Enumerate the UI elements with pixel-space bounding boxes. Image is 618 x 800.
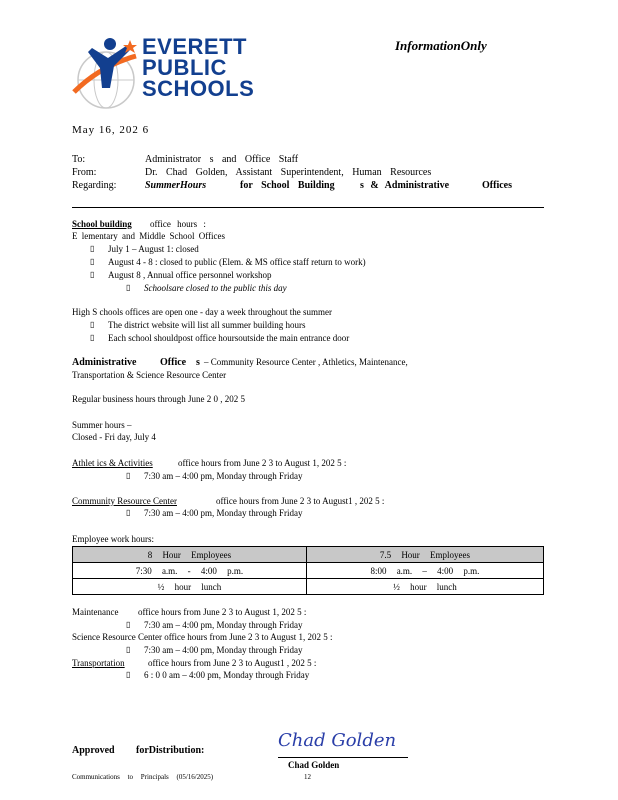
science-hours: 7:30 am – 4:00 pm, Monday through Friday xyxy=(144,645,303,655)
transportation-hours: 6 : 0 0 am – 4:00 pm, Monday through Friday xyxy=(144,670,310,680)
maintenance-hours: 7:30 am – 4:00 pm, Monday through Friday xyxy=(144,620,303,630)
high-schools-line: High S chools offices are open one - day a week throughout the summer xyxy=(72,307,333,317)
table-header-7-5-hour: 7.5 Hour Employees xyxy=(306,547,543,563)
admin-title-1: Administrative xyxy=(72,357,137,368)
bullet-icon: ▯ xyxy=(90,320,95,329)
regular-hours-line: Regular business hours through June 2 0 , 202 5 xyxy=(72,394,245,404)
from-value: Dr. Chad Golden, Assistant Superintendent, Human Resources xyxy=(145,167,432,178)
school-building-title: School building xyxy=(72,219,132,229)
bullet-icon: ▯ xyxy=(126,471,131,480)
hs-item-2: Each school shouldpost office hoursoutside the main entrance door xyxy=(108,333,350,343)
table-cell: 8:00 a.m. – 4:00 p.m. xyxy=(306,563,543,579)
admin-title-rest: – Community Resource Center , Athletics, Maintenance, xyxy=(204,357,408,367)
table-cell: ½ hour lunch xyxy=(73,579,307,595)
maintenance-title: Maintenance xyxy=(72,607,119,617)
bullet-icon: ▯ xyxy=(126,508,131,517)
everett-public-schools-logo xyxy=(70,34,255,110)
memo-date: May 16, 202 6 xyxy=(72,124,150,136)
table-row xyxy=(73,579,544,595)
sb-item-1: July 1 – August 1: closed xyxy=(108,244,199,254)
bullet-icon: ▯ xyxy=(126,620,131,629)
to-value: Administrator s and Office Staff xyxy=(145,154,299,165)
bullet-icon: ▯ xyxy=(90,257,95,266)
employee-hours-table xyxy=(72,546,544,595)
from-label: From: xyxy=(72,167,97,178)
summer-hours-line: Summer hours – xyxy=(72,420,132,430)
bullet-icon: ▯ xyxy=(90,333,95,342)
table-header-8-hour: 8 Hour Employees xyxy=(73,547,307,563)
header-divider xyxy=(72,207,544,208)
information-only-label: InformationOnly xyxy=(395,38,487,53)
regarding-value-4: Offices xyxy=(482,180,512,191)
admin-line-2: Transportation & Science Resource Center xyxy=(72,370,227,380)
bullet-icon: ▯ xyxy=(90,270,95,279)
elementary-line: E lementary and Middle School Offices xyxy=(72,231,226,241)
regarding-value-3: s & Administrative xyxy=(360,180,450,191)
athletics-hours: 7:30 am – 4:00 pm, Monday through Friday xyxy=(144,471,303,481)
logo-wordmark xyxy=(142,36,254,99)
page-number: 12 xyxy=(304,773,311,781)
sb-subitem: Schoolsare closed to the public this day xyxy=(144,283,287,293)
footer-left: Communications to Principals (05/16/2025) xyxy=(72,773,214,781)
signature-line xyxy=(278,757,408,758)
signature: Chad Golden xyxy=(278,730,397,751)
admin-title-2: Office xyxy=(160,357,187,368)
community-title: Community Resource Center xyxy=(72,496,177,506)
regarding-value-2: for School Building xyxy=(240,180,335,191)
bullet-icon: ▯ xyxy=(90,244,95,253)
community-rest: office hours from June 2 3 to August1 , 202 5 : xyxy=(216,496,385,506)
sb-item-2: August 4 - 8 : closed to public (Elem. & MS office staff return to work) xyxy=(108,257,366,267)
regarding-value-1: SummerHours xyxy=(145,180,207,191)
science-line: Science Resource Center office hours from June 2 3 to August 1, 202 5 : xyxy=(72,632,333,642)
signer-name: Chad Golden xyxy=(288,760,340,770)
logo-line-1: EVERETT xyxy=(142,34,247,59)
bullet-icon: ▯ xyxy=(126,283,131,292)
table-header-row xyxy=(73,547,544,563)
athletics-rest: office hours from June 2 3 to August 1, 202 5 : xyxy=(178,458,347,468)
bullet-icon: ▯ xyxy=(126,670,131,679)
employee-hours-label: Employee work hours: xyxy=(72,534,154,544)
maintenance-rest: office hours from June 2 3 to August 1, 202 5 : xyxy=(138,607,307,617)
for-distribution-label: forDistribution: xyxy=(136,745,205,756)
logo-figure-icon xyxy=(70,36,142,110)
table-cell: 7:30 a.m. - 4:00 p.m. xyxy=(73,563,307,579)
logo-line-3: SCHOOLS xyxy=(142,76,255,101)
logo-line-2: PUBLIC xyxy=(142,55,227,80)
hs-item-1: The district website will list all summer building hours xyxy=(108,320,306,330)
to-label: To: xyxy=(72,154,86,165)
admin-title-3: s xyxy=(196,357,200,368)
community-hours: 7:30 am – 4:00 pm, Monday through Friday xyxy=(144,508,303,518)
closed-line: Closed - Fri day, July 4 xyxy=(72,432,156,442)
athletics-title: Athlet ics & Activities xyxy=(72,458,153,468)
sb-item-3: August 8 , Annual office personnel workshop xyxy=(108,270,272,280)
regarding-label: Regarding: xyxy=(72,180,117,191)
transportation-title: Transportation xyxy=(72,658,125,668)
table-row xyxy=(73,563,544,579)
approved-label: Approved xyxy=(72,745,115,756)
bullet-icon: ▯ xyxy=(126,645,131,654)
school-building-title-rest: office hours : xyxy=(150,219,206,229)
transportation-rest: office hours from June 2 3 to August1 , 202 5 : xyxy=(148,658,317,668)
table-cell: ½ hour lunch xyxy=(306,579,543,595)
